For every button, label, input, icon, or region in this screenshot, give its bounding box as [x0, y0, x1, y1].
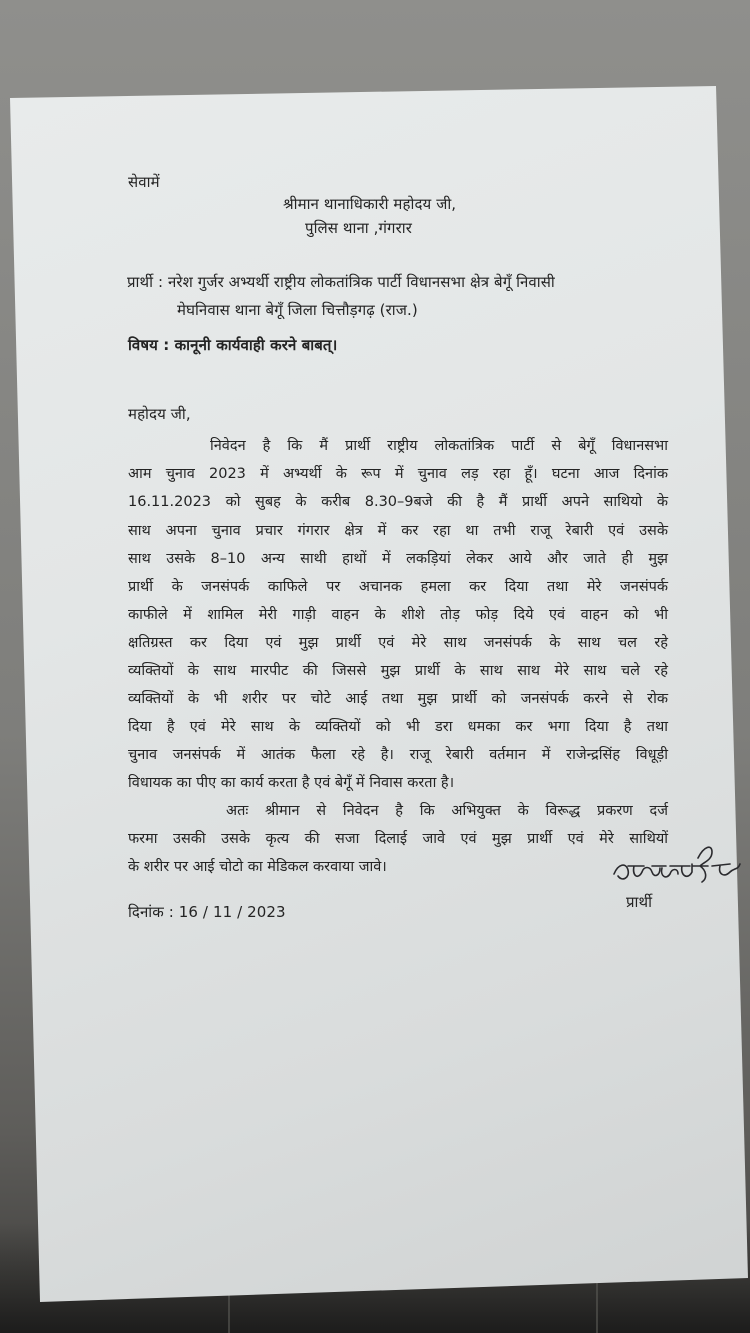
date-line: दिनांक : 16 / 11 / 2023	[128, 903, 286, 921]
subject-line: विषय : कानूनी कार्यवाही करने बाबत्।	[128, 336, 338, 354]
body-line: के शरीर पर आई चोटो का मेडिकल करवाया जावे।	[128, 859, 387, 875]
body-line: 16.11.2023 को सुबह के करीब 8.30–9बजे की है मैं प्रार्थी अपने साथियो के	[128, 494, 668, 510]
body-line: साथ उसके 8–10 अन्य साथी हाथों में लकड़ियां लेकर आये और जाते ही मुझ	[128, 551, 668, 567]
body-line: अतः श्रीमान से निवेदन है कि अभियुक्त के विरूद्ध प्रकरण दर्ज	[226, 803, 668, 819]
body-line: निवेदन है कि मैं प्रार्थी राष्ट्रीय लोकतांत्रिक पार्टी से बेगूँ विधानसभा	[210, 438, 668, 454]
body-line: व्यक्तियों के भी शरीर पर चोटे आई तथा मुझ प्रार्थी को जनसंपर्क करने से रोक	[128, 691, 668, 707]
applicant-line-1: प्रार्थी : नरेश गुर्जर अभ्यर्थी राष्ट्रीय लोकतांत्रिक पार्टी विधानसभा क्षेत्र बेगूँ निवासी	[127, 273, 555, 291]
salutation-to: सेवामें	[128, 173, 160, 191]
signature-text: नरेशगुर्जर	[608, 894, 612, 895]
recipient-line-1: श्रीमान थानाधिकारी महोदय जी,	[283, 195, 457, 213]
body-line: विधायक का पीए का कार्य करता है एवं बेगूँ में निवास करता है।	[128, 775, 455, 791]
body-line: व्यक्तियों के साथ मारपीट की जिससे मुझ प्रार्थी के साथ साथ मेरे साथ चले रहे	[128, 663, 668, 679]
body-line: आम चुनाव 2023 में अभ्यर्थी के रूप में चुनाव लड़ रहा हूँ। घटना आज दिनांक	[128, 466, 668, 482]
body-line: काफीले में शामिल मेरी गाड़ी वाहन के शीशे तोड़ फोड़ दिये एवं वाहन को भी	[128, 607, 668, 623]
body-line: फरमा उसकी उसके कृत्य की सजा दिलाई जावे एवं मुझ प्रार्थी एवं मेरे साथियों	[128, 831, 668, 847]
applicant-signature	[608, 836, 748, 896]
body-line: चुनाव जनसंपर्क में आतंक फैला रहे है। राजू रेबारी वर्तमान में राजेन्द्रसिंह विधूड़ी	[128, 747, 668, 763]
greeting: महोदय जी,	[128, 405, 191, 423]
body-line: दिया है एवं मेरे साथ के व्यक्तियों को भी डरा धमका कर भगा दिया है तथा	[128, 719, 668, 735]
body-line: साथ अपना चुनाव प्रचार गंगरार क्षेत्र में कर रहा था तभी राजू रेबारी एवं उसके	[128, 523, 668, 539]
recipient-line-2: पुलिस थाना ,गंगरार	[305, 219, 412, 237]
body-line: प्रार्थी के जनसंपर्क काफिले पर अचानक हमला कर दिया तथा मेरे जनसंपर्क	[128, 579, 668, 595]
body-line: क्षतिग्रस्त कर दिया एवं मुझ प्रार्थी एवं मेरे साथ जनसंपर्क के साथ चल रहे	[128, 635, 668, 651]
applicant-line-2: मेघनिवास थाना बेगूँ जिला चित्तौड़गढ़ (राज.)	[177, 301, 418, 319]
signer-label: प्रार्थी	[626, 893, 653, 911]
